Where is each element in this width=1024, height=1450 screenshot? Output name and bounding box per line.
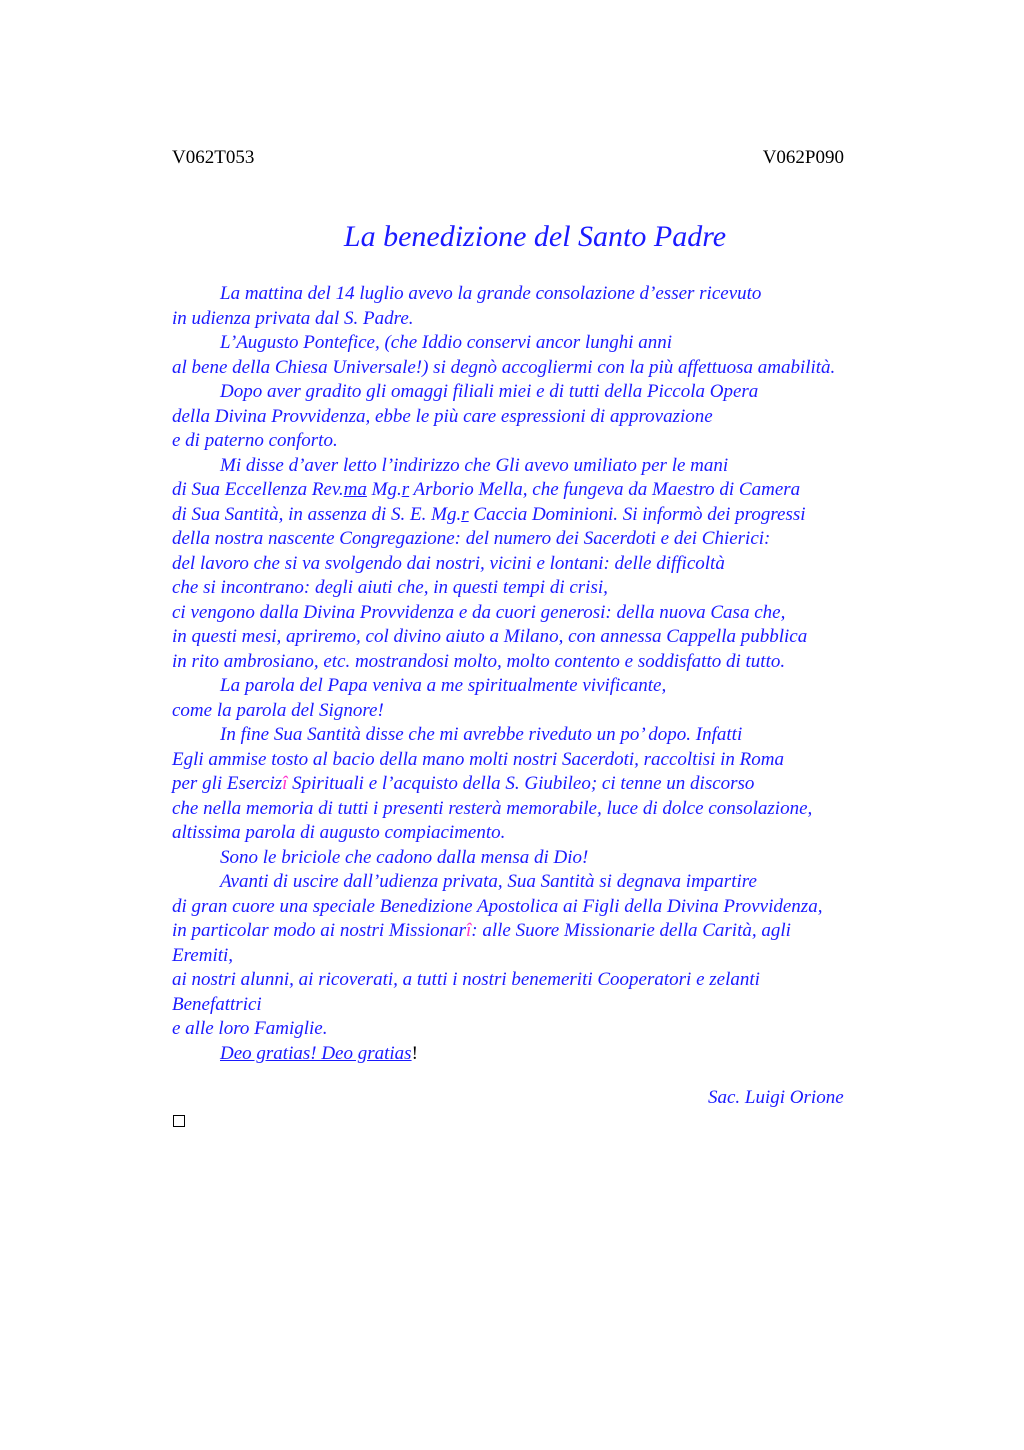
text-line: ai nostri alunni, ai ricoverati, a tutti i nostri benemeriti Cooperatori e zelanti [172,969,760,990]
superscript-abbrev: r [401,479,410,500]
text-line: La mattina del 14 luglio avevo la grande consolazione d’esser ricevuto [220,283,762,304]
text-line: e di paterno conforto. [172,430,338,451]
text-fragment: Caccia Dominioni. Si informò dei progressi [468,503,806,525]
superscript-abbrev: r [461,503,469,525]
text-line: del lavoro che si va svolgendo dai nostri, vicini e lontani: delle difficoltà [172,552,725,574]
superscript-abbrev: ma [343,479,367,500]
text-line: Mi disse d’aver letto l’indirizzo che Gli avevo umiliato per le mani [220,454,729,476]
text-line: di gran cuore una speciale Benedizione Apostolica ai Figli della Divina Provvidenza, [172,895,823,917]
text-fragment: di Sua Santità, in assenza di S. E. Mg. [172,503,462,525]
text-line [172,478,912,503]
highlighted-char: î [466,920,472,941]
text-line: Dopo aver gradito gli omaggi filiali miei e di tutti della Piccola Opera [220,381,759,402]
signature: Sac. Luigi Orione [708,1087,844,1108]
text-fragment: : alle Suore Missionarie della Carità, agli [471,920,791,941]
text-line: Egli ammise tosto al bacio della mano molti nostri Sacerdoti, raccoltisi in Roma [172,748,785,770]
text-line: che nella memoria di tutti i presenti resterà memorabile, luce di dolce consolazione, [172,797,813,819]
text-line: altissima parola di augusto compiacimento. [172,822,506,843]
text-line: ci vengono dalla Divina Provvidenza e da cuori generosi: della nuova Casa che, [172,601,786,623]
text-line: al bene della Chiesa Universale!) si degnò accogliermi con la più affettuosa amabilità. [172,356,836,378]
text-line: Avanti di uscire dall’udienza privata, Sua Santità si degnava impartire [220,871,757,892]
text-line: Sono le briciole che cadono dalla mensa di Dio! [220,846,589,868]
text-fragment: Spirituali e l’acquisto della S. Giubileo; ci tenne un discorso [287,773,755,794]
text-line: in udienza privata dal S. Padre. [172,307,414,329]
text-line [172,503,912,528]
text-line: in questi mesi, apriremo, col divino aiuto a Milano, con annessa Cappella pubblica [172,626,808,647]
text-line: Benefattrici [172,993,262,1015]
text-line: della Divina Provvidenza, ebbe le più care espressioni di approvazione [172,405,713,427]
letter-body [172,282,912,1066]
highlighted-char: î [282,773,288,794]
text-line: Eremiti, [172,944,234,966]
text-line [172,772,912,797]
text-line: in rito ambrosiano, etc. mostrandosi molto, molto contento e soddisfatto di tutto. [172,650,786,672]
text-line: della nostra nascente Congregazione: del numero dei Sacerdoti e dei Chierici: [172,528,771,549]
text-fragment: di Sua Eccellenza Rev. [172,479,344,500]
text-fragment: in particolar modo ai nostri Missionar [172,920,466,941]
checkbox-square-icon [173,1115,185,1127]
text-line: che si incontrano: degli aiuti che, in questi tempi di crisi, [172,577,608,598]
text-line: come la parola del Signore! [172,699,384,721]
text-fragment: per gli Eserciz [172,773,283,794]
text-line: La parola del Papa veniva a me spiritualmente vivificante, [220,675,667,696]
text-fragment: Mg. [366,479,402,500]
text-line: e alle loro Famiglie. [172,1018,328,1039]
text-line [172,1042,912,1067]
text-fragment: Arborio Mella, che fungeva da Maestro di Camera [409,479,801,500]
page-title: La benedizione del Santo Padre [343,220,727,253]
deo-gratias-link: Deo gratias! Deo gratias [220,1042,412,1064]
text-line: In fine Sua Santità disse che mi avrebbe riveduto un po’ dopo. Infatti [220,724,743,745]
text-line: L’Augusto Pontefice, (che Iddio conservi ancor lunghi anni [220,332,673,353]
text-line [172,919,912,944]
text-fragment: ! [411,1042,418,1064]
document-code-left: V062T053 [172,147,255,168]
document-code-right: V062P090 [762,147,844,168]
